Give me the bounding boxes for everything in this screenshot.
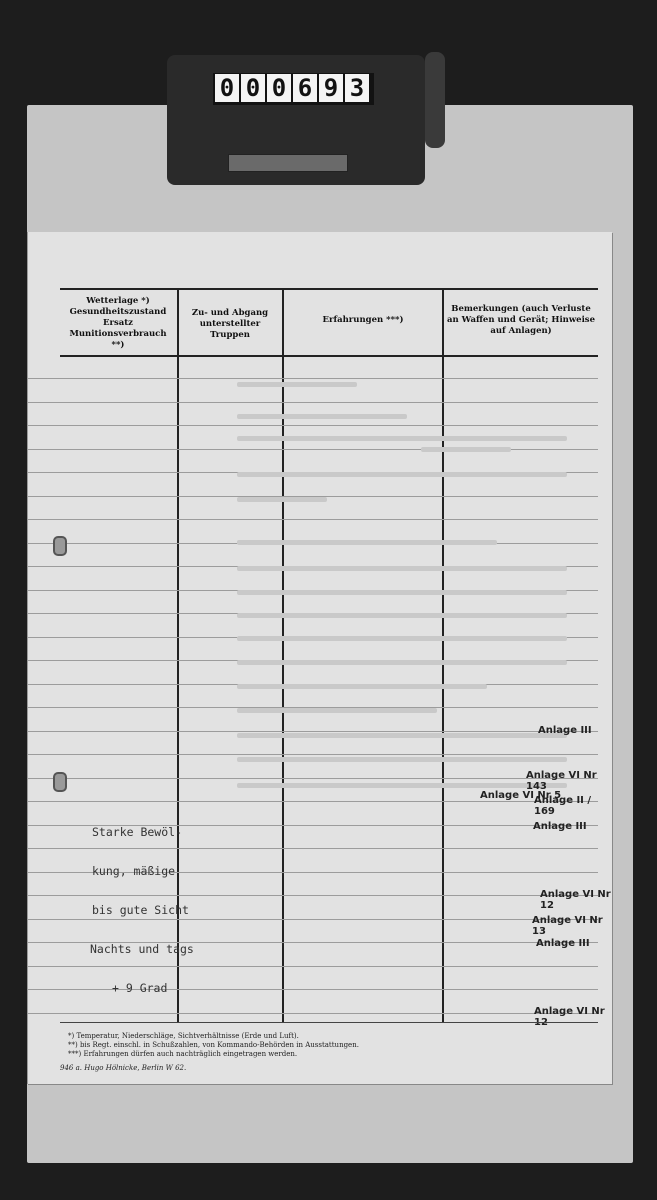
counter-digit: 3 [345, 74, 369, 102]
counter-knob [425, 52, 445, 148]
annex-stamp: Anlage III [536, 938, 590, 949]
counter-digit: 0 [267, 74, 291, 102]
counter-digit: 0 [241, 74, 265, 102]
printer-imprint: 946 a. Hugo Hölnicke, Berlin W 62. [60, 1064, 187, 1072]
annex-stamp: Anlage VI Nr 143 [526, 770, 597, 792]
faded-text-line [237, 540, 497, 545]
rule-line [28, 731, 598, 732]
faded-text-line [237, 414, 407, 419]
war-diary-form [27, 232, 612, 1084]
rule-line [28, 778, 598, 779]
faded-text-line [237, 757, 567, 762]
faded-text-line [237, 566, 567, 571]
rule-line [28, 402, 598, 403]
annex-stamp: Anlage II / 169 [534, 795, 592, 817]
footnote: *) Temperatur, Niederschläge, Sichtverhältnisse (Erde und Luft). [68, 1032, 299, 1040]
annex-stamp: Anlage VI Nr [534, 1006, 605, 1017]
counter-label-plate [228, 154, 348, 172]
faded-text-line [237, 733, 567, 738]
faded-text-line [237, 382, 357, 387]
counter-digit: 9 [319, 74, 343, 102]
footnote: ***) Erfahrungen dürfen auch nachträglich eingetragen werden. [68, 1050, 298, 1058]
weather-line: kung, mäßige [92, 864, 176, 878]
header-bottom-rule [60, 355, 598, 357]
faded-text-line [237, 497, 327, 502]
annex-stamp: Anlage III [538, 725, 592, 736]
weather-entry [92, 800, 222, 1021]
rule-line [28, 378, 598, 379]
punch-hole [53, 536, 67, 556]
header-troops: Zu- und Abgang unterstellter Truppen [191, 308, 269, 340]
counter-digit: 6 [293, 74, 317, 102]
footnote: **) bis Regt. einschl. in Schußzahlen, von Kommando-Behörden in Ausstattungen. [68, 1041, 359, 1049]
counter-display [213, 73, 374, 105]
rule-line [28, 519, 598, 520]
faded-text-line [237, 708, 437, 713]
faded-text-line [421, 447, 511, 452]
column-divider [282, 288, 284, 1023]
footnotes [68, 1032, 568, 1059]
weather-line: bis gute Sicht [92, 903, 189, 917]
faded-text-line [237, 636, 567, 641]
faded-text-line [237, 613, 567, 618]
faded-text-line [237, 684, 487, 689]
faded-text-line [237, 660, 567, 665]
annex-stamp: Anlage VI Nr 12 [540, 889, 611, 911]
annex-stamp: Anlage VI Nr 5 [480, 790, 562, 801]
table-top-rule [60, 288, 598, 290]
rule-line [28, 754, 598, 755]
footnote-rule [60, 1022, 598, 1023]
counter-digit: 0 [215, 74, 239, 102]
rule-line [28, 449, 598, 450]
weather-line: Starke Bewöl- [92, 825, 183, 839]
faded-text-line [237, 590, 567, 595]
rule-line [28, 425, 598, 426]
punch-hole [53, 772, 67, 792]
header-weather: Wetterlage *) Gesundheitszustand Ersatz Munitionsverbrauch **) [69, 296, 167, 350]
annex-stamp: Anlage VI Nr 13 [532, 915, 603, 937]
faded-text-line [237, 436, 567, 441]
faded-text-line [237, 472, 567, 477]
header-experiences: Erfahrungen ***) [322, 315, 404, 325]
header-remarks: Bemerkungen (auch Verluste an Waffen und Gerät; Hinweise auf Anlagen) [446, 304, 595, 336]
weather-line: + 9 Grad [112, 981, 168, 995]
weather-line: Nachts und tags [90, 942, 194, 956]
annex-stamp: Anlage III [533, 821, 587, 832]
column-divider [442, 288, 444, 1023]
faded-text-line [237, 783, 567, 788]
